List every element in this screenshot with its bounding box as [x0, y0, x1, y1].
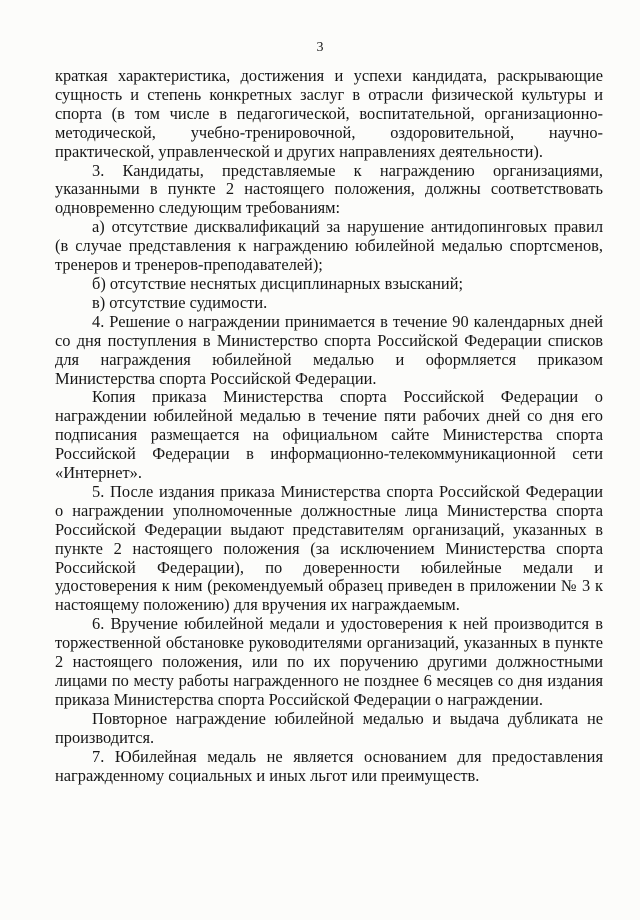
paragraph-clause-3a: а) отсутствие дисквалификаций за нарушение антидопинговых правил (в случае представления к награждению юбилейной медалью спортсменов, тренеров и тренеров-преподавателей);	[55, 217, 603, 275]
paragraph-clause-6: 6. Вручение юбилейной медали и удостоверения к ней производится в торжественной обстановке руководителями организаций, указанных в пункте 2 настоящего положения, или по их поручению другими должностными лицами по месту работы награжденного не позднее 6 месяцев со дня издания приказа Министерства спорта Российской Федерации о награждении.	[55, 614, 603, 709]
paragraph-clause-3c: в) отсутствие судимости.	[92, 292, 268, 312]
document-body	[55, 67, 603, 785]
paragraph-clause-6-repeat: Повторное награждение юбилейной медалью и выдача дубликата не производится.	[55, 708, 603, 747]
paragraph-clause-5: 5. После издания приказа Министерства спорта Российской Федерации о награждении уполномоченные должностные лица Министерства спорта Российской Федерации выдают представителям организаций, указанных в пункте 2 настоящего положения (за исключением Министерства спорта Российской Федерации), по доверенности юбилейные медали и удостоверения к ним (рекомендуемый образец приведен в приложении № 3 к настоящему положению) для вручения их награждаемым.	[55, 481, 603, 615]
paragraph-clause-7: 7. Юбилейная медаль не является основанием для предоставления награжденному социальных и иных льгот или преимуществ.	[55, 746, 603, 785]
paragraph-clause-4: 4. Решение о награждении принимается в течение 90 календарных дней со дня поступления в Министерство спорта Российской Федерации списков для награждения юбилейной медалью и оформляется приказом Министерства спорта Российской Федерации.	[55, 311, 603, 388]
page-number: 3	[316, 40, 324, 55]
paragraph-clause-3: 3. Кандидаты, представляемые к награждению организациями, указанными в пункте 2 настоящего положения, должны соответствовать одновременно следующим требованиям:	[55, 160, 603, 218]
paragraph-candidate-characteristics: краткая характеристика, достижения и успехи кандидата, раскрывающие сущность и степень конкретных заслуг в отрасли физической культуры и спорта (в том числе в педагогической, воспитательной, организационно-методической, учебно-тренировочной, оздоровительной, научно-практической, управленческой и других направлениях деятельности).	[55, 66, 603, 161]
paragraph-clause-4-copy: Копия приказа Министерства спорта Российской Федерации о награждении юбилейной медалью в течение пяти рабочих дней со дня его подписания размещается на официальном сайте Министерства спорта Российской Федерации в информационно-телекоммуникационной сети «Интернет».	[55, 387, 603, 483]
paragraph-clause-3b: б) отсутствие неснятых дисциплинарных взысканий;	[92, 273, 464, 293]
